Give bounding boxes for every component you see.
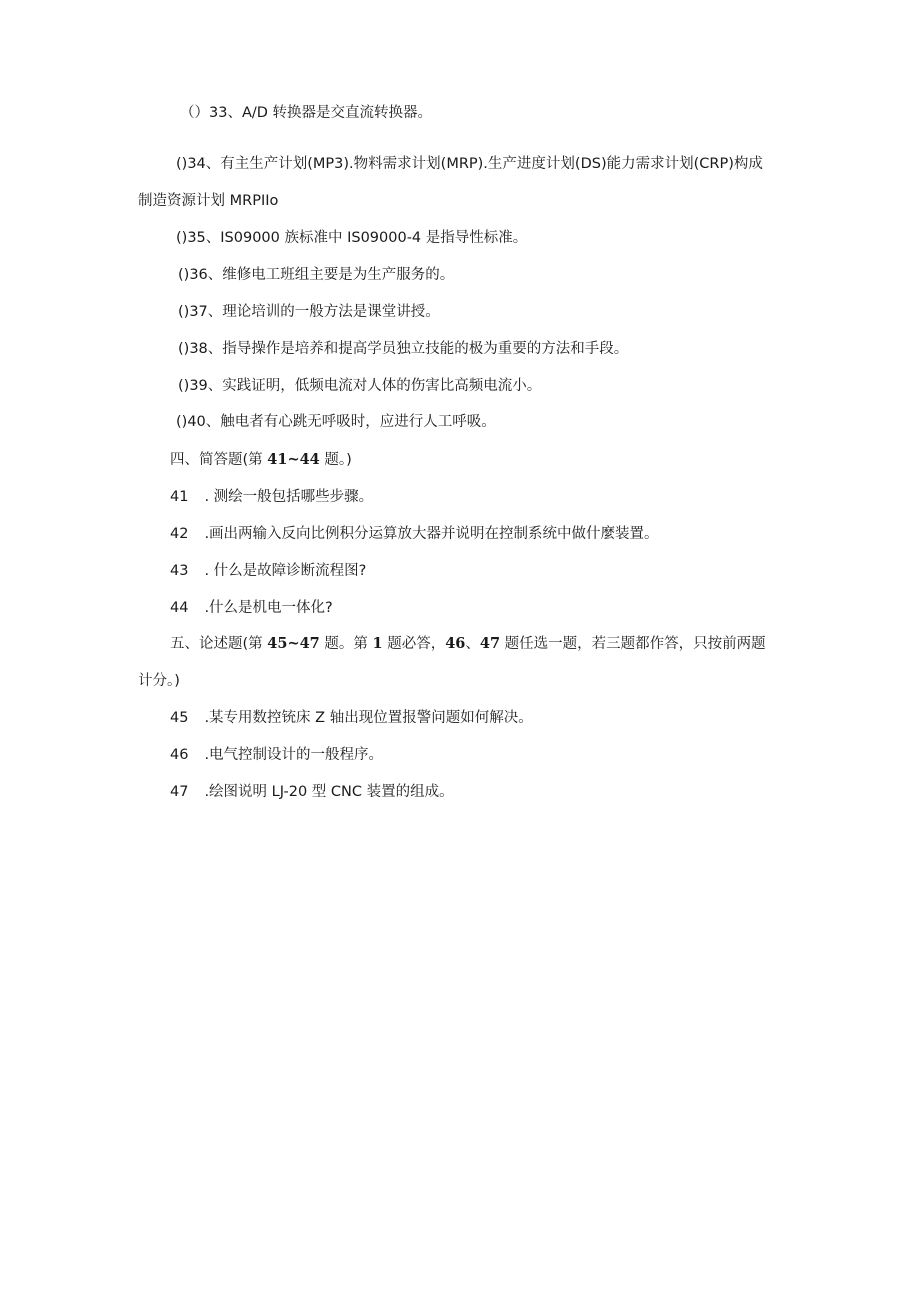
question-34-continued: 制造资源计划 MRPIIo <box>138 193 279 209</box>
question-text: .画出两输入反向比例积分运算放大器并说明在控制系统中做什麼装置。 <box>204 526 659 542</box>
question-47 <box>170 782 454 802</box>
question-45 <box>170 708 533 728</box>
section-5-required-number: 1 <box>372 635 383 652</box>
question-37: ()37、理论培训的一般方法是课堂讲授。 <box>178 304 440 320</box>
question-text: .绘图说明 LJ-20 型 CNC 装置的组成。 <box>204 784 454 800</box>
question-number: 42 <box>170 526 189 542</box>
question-text: .某专用数控铳床 Z 轴出现位置报警问题如何解决。 <box>204 710 533 726</box>
section-5-text: 、 <box>465 636 480 652</box>
question-number: 47 <box>170 784 189 800</box>
question-number: 46 <box>170 747 189 763</box>
question-46 <box>170 745 383 765</box>
section-5-heading <box>170 634 766 654</box>
section-5-option-47: 47 <box>479 635 501 652</box>
question-number: 41 <box>170 489 189 505</box>
question-41 <box>170 487 373 507</box>
section-5-text: 五、论述题(第 <box>170 636 268 652</box>
question-number: 43 <box>170 563 189 579</box>
question-35: ()35、IS09000 族标准中 IS09000-4 是指导性标准。 <box>176 230 528 246</box>
section-4-range: 41~44 <box>267 451 320 468</box>
section-5-range: 45~47 <box>267 635 320 652</box>
question-number: 44 <box>170 600 189 616</box>
question-44 <box>170 598 333 618</box>
section-4-prefix: 四、简答题(第 <box>170 452 268 468</box>
question-text: . 什么是故障诊断流程图? <box>204 563 367 579</box>
question-38: ()38、指导操作是培养和提高学员独立技能的极为重要的方法和手段。 <box>178 341 629 357</box>
question-number: 45 <box>170 710 189 726</box>
section-5-heading-continued: 计分。) <box>138 673 180 689</box>
question-text: .什么是机电一体化? <box>204 600 333 616</box>
section-4-suffix: 题。) <box>319 452 352 468</box>
section-4-heading <box>170 450 352 470</box>
question-42 <box>170 524 659 544</box>
question-33: （）33、A/D 转换器是交直流转换器。 <box>180 105 433 121</box>
section-5-text: 题任选一题，若三题都作答，只按前两题 <box>500 636 766 652</box>
section-5-text: 题。第 <box>319 636 373 652</box>
question-34: ()34、有主生产计划(MP3).物料需求计划(MRP).生产进度计划(DS)能力需求计划(CRP)构成 <box>176 156 763 172</box>
question-36: ()36、维修电工班组主要是为生产服务的。 <box>178 267 455 283</box>
question-text: . 测绘一般包括哪些步骤。 <box>204 489 374 505</box>
question-39: ()39、实践证明，低频电流对人体的伤害比高频电流小。 <box>178 378 542 394</box>
question-text: .电气控制设计的一般程序。 <box>204 747 384 763</box>
question-40: ()40、触电者有心跳无呼吸时，应进行人工呼吸。 <box>176 414 496 430</box>
question-43 <box>170 561 366 581</box>
section-5-text: 题必答， <box>382 636 446 652</box>
section-5-option-46: 46 <box>445 635 466 652</box>
